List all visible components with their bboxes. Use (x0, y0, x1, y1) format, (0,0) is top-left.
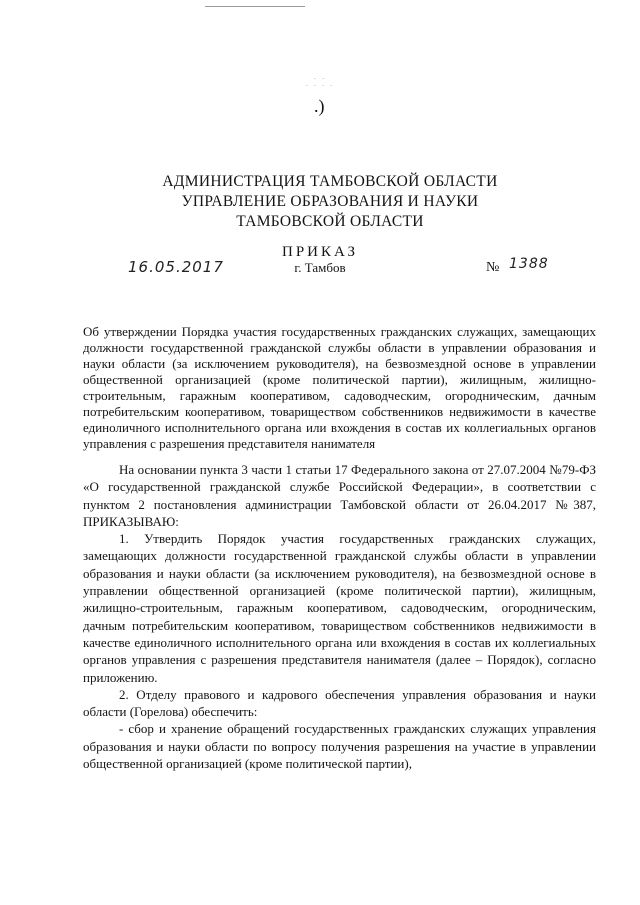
scan-top-line (205, 6, 305, 7)
city: г. Тамбов (294, 260, 346, 275)
emblem-glyph: .) (314, 96, 325, 116)
order-number: 1388 (509, 256, 549, 272)
org-name-line2: УПРАВЛЕНИЕ ОБРАЗОВАНИЯ И НАУКИ (181, 193, 479, 210)
item-2-paragraph: 2. Отделу правового и кадрового обеспечения управления образования и науки области (Горелова) обеспечить: (83, 686, 596, 720)
emblem-dots: · · · · · · (305, 75, 335, 90)
org-name-line1: АДМИНИСТРАЦИЯ ТАМБОВСКОЙ ОБЛАСТИ (162, 173, 498, 190)
order-title: Об утверждении Порядка участия государственных гражданских служащих, замещающих должности государственной гражданской службы области в управлении образования и науки области (за исключением руководителя), на безвозмездной основе в управлении общественной организацией (кроме политической партии), жилищным, жилищно-строительным, гаражным кооперативом, садоводческим, огородническим, дачным потребительским кооперативом, товариществом собственников недвижимости в качестве единоличного исполнительного органа или вхождения в состав их коллегиальных органов управления с разрешения представителя нанимателя (83, 324, 596, 451)
org-name-line3: ТАМБОВСКОЙ ОБЛАСТИ (236, 213, 424, 230)
preamble-paragraph: На основании пункта 3 части 1 статьи 17 Федерального закона от 27.07.2004 №79-ФЗ «О государственной гражданской службе Российской Федерации», в соответствии с пунктом 2 постановления администрации Тамбовской области от 26.04.2017 №387, ПРИКАЗЫВАЮ: (83, 462, 596, 529)
item-1-paragraph: 1. Утвердить Порядок участия государственных гражданских служащих, замещающих должности государственной гражданской службы области в управлении образования и науки области (за исключением руководителя), на безвозмездной основе в управлении общественной организацией (кроме политической партии), жилищным, жилищно-строительным, гаражным кооперативом, садоводческим, огородническим, дачным потребительским кооперативом, товариществом собственников недвижимости в качестве единоличного исполнительного органа или вхождения в состав их коллегиальных органов управления с разрешения представителя нанимателя (далее – Порядок), согласно приложению. (83, 531, 596, 685)
item-2-sub-1-paragraph: - сбор и хранение обращений государственных гражданских служащих управления образования и науки области по вопросу получения разрешения на участие в управлении общественной организацией (кроме политической партии), (83, 721, 596, 772)
order-date: 16.05.2017 (128, 258, 224, 276)
emblem-mark (300, 76, 340, 136)
order-number-label: № (486, 260, 500, 275)
order-body (83, 461, 596, 772)
document-type: ПРИКАЗ (282, 244, 358, 260)
